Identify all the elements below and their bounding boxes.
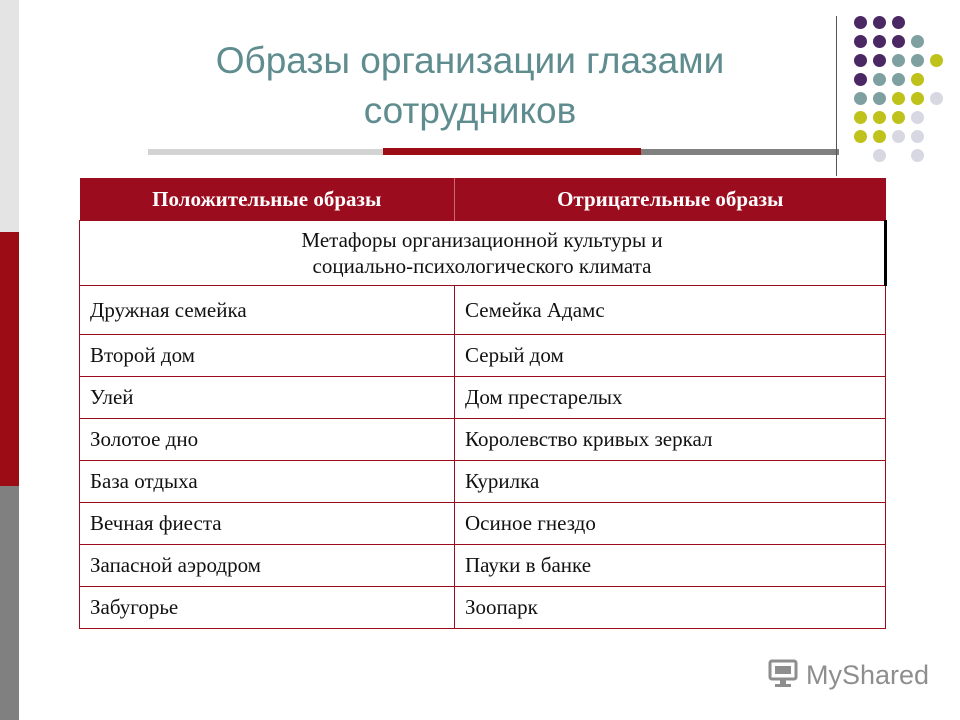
metaphors-table	[79, 178, 887, 629]
title-rule-gray	[148, 149, 383, 155]
cell-positive: Второй дом	[80, 335, 455, 377]
decor-dot	[892, 54, 905, 67]
decor-dot	[873, 111, 886, 124]
decor-dot	[854, 130, 867, 143]
cell-positive: Забугорье	[80, 587, 455, 629]
decor-dot	[892, 130, 905, 143]
decor-dot	[911, 73, 924, 86]
decor-dot	[854, 35, 867, 48]
decor-dot	[930, 92, 943, 105]
decor-dot	[892, 92, 905, 105]
cell-negative: Курилка	[455, 461, 886, 503]
table-row	[80, 377, 886, 419]
decor-dot	[892, 16, 905, 29]
decor-dot	[911, 149, 924, 162]
decor-dot	[854, 73, 867, 86]
table-row	[80, 587, 886, 629]
table-row	[80, 503, 886, 545]
decor-dot	[873, 35, 886, 48]
decor-dot	[911, 92, 924, 105]
decor-dot	[892, 35, 905, 48]
table-row	[80, 461, 886, 503]
table-row	[80, 419, 886, 461]
decor-dot	[873, 16, 886, 29]
slide-title-line-1: Образы организации глазами	[215, 40, 725, 81]
slide-title	[150, 36, 790, 136]
cell-positive: Запасной аэродром	[80, 545, 455, 587]
cell-positive: Вечная фиеста	[80, 503, 455, 545]
decor-dot	[854, 54, 867, 67]
table-row	[80, 286, 886, 335]
title-rule-dark	[641, 149, 839, 155]
decor-dot	[873, 130, 886, 143]
table-row	[80, 335, 886, 377]
title-rule-red	[383, 148, 641, 155]
left-stripe-bottom	[0, 486, 19, 720]
decor-dot	[854, 16, 867, 29]
decor-dot	[854, 92, 867, 105]
decor-dot	[911, 54, 924, 67]
myshared-watermark	[768, 658, 929, 692]
cell-positive: База отдыха	[80, 461, 455, 503]
left-stripe-middle	[0, 232, 19, 486]
decor-dot	[873, 149, 886, 162]
cell-negative: Королевство кривых зеркал	[455, 419, 886, 461]
cell-negative: Семейка Адамс	[455, 286, 886, 335]
table-subheader	[80, 221, 886, 286]
table-row	[80, 545, 886, 587]
decor-dot	[873, 92, 886, 105]
decor-dot	[911, 130, 924, 143]
cell-positive: Дружная семейка	[80, 286, 455, 335]
decor-dot	[911, 35, 924, 48]
cell-negative: Зоопарк	[455, 587, 886, 629]
left-stripe-top	[0, 0, 19, 232]
cell-positive: Золотое дно	[80, 419, 455, 461]
decor-dot	[873, 73, 886, 86]
header-positive: Положительные образы	[80, 178, 455, 221]
decor-vertical-line	[836, 16, 837, 176]
cell-negative: Осиное гнездо	[455, 503, 886, 545]
decor-dot	[892, 111, 905, 124]
decor-dot	[892, 73, 905, 86]
cell-negative: Дом престарелых	[455, 377, 886, 419]
subheader-line-1: Метафоры организационной культуры и	[301, 228, 663, 252]
header-negative: Отрицательные образы	[455, 178, 886, 221]
watermark-text: MyShared	[806, 659, 930, 690]
cell-positive: Улей	[80, 377, 455, 419]
decor-dot	[930, 54, 943, 67]
computer-icon	[768, 658, 800, 693]
cell-negative: Серый дом	[455, 335, 886, 377]
decor-dot	[911, 111, 924, 124]
subheader-line-2: социально-психологического климата	[312, 254, 652, 278]
cell-negative: Пауки в банке	[455, 545, 886, 587]
slide-title-line-2: сотрудников	[363, 90, 577, 131]
decor-dot	[873, 54, 886, 67]
decor-dot	[854, 111, 867, 124]
